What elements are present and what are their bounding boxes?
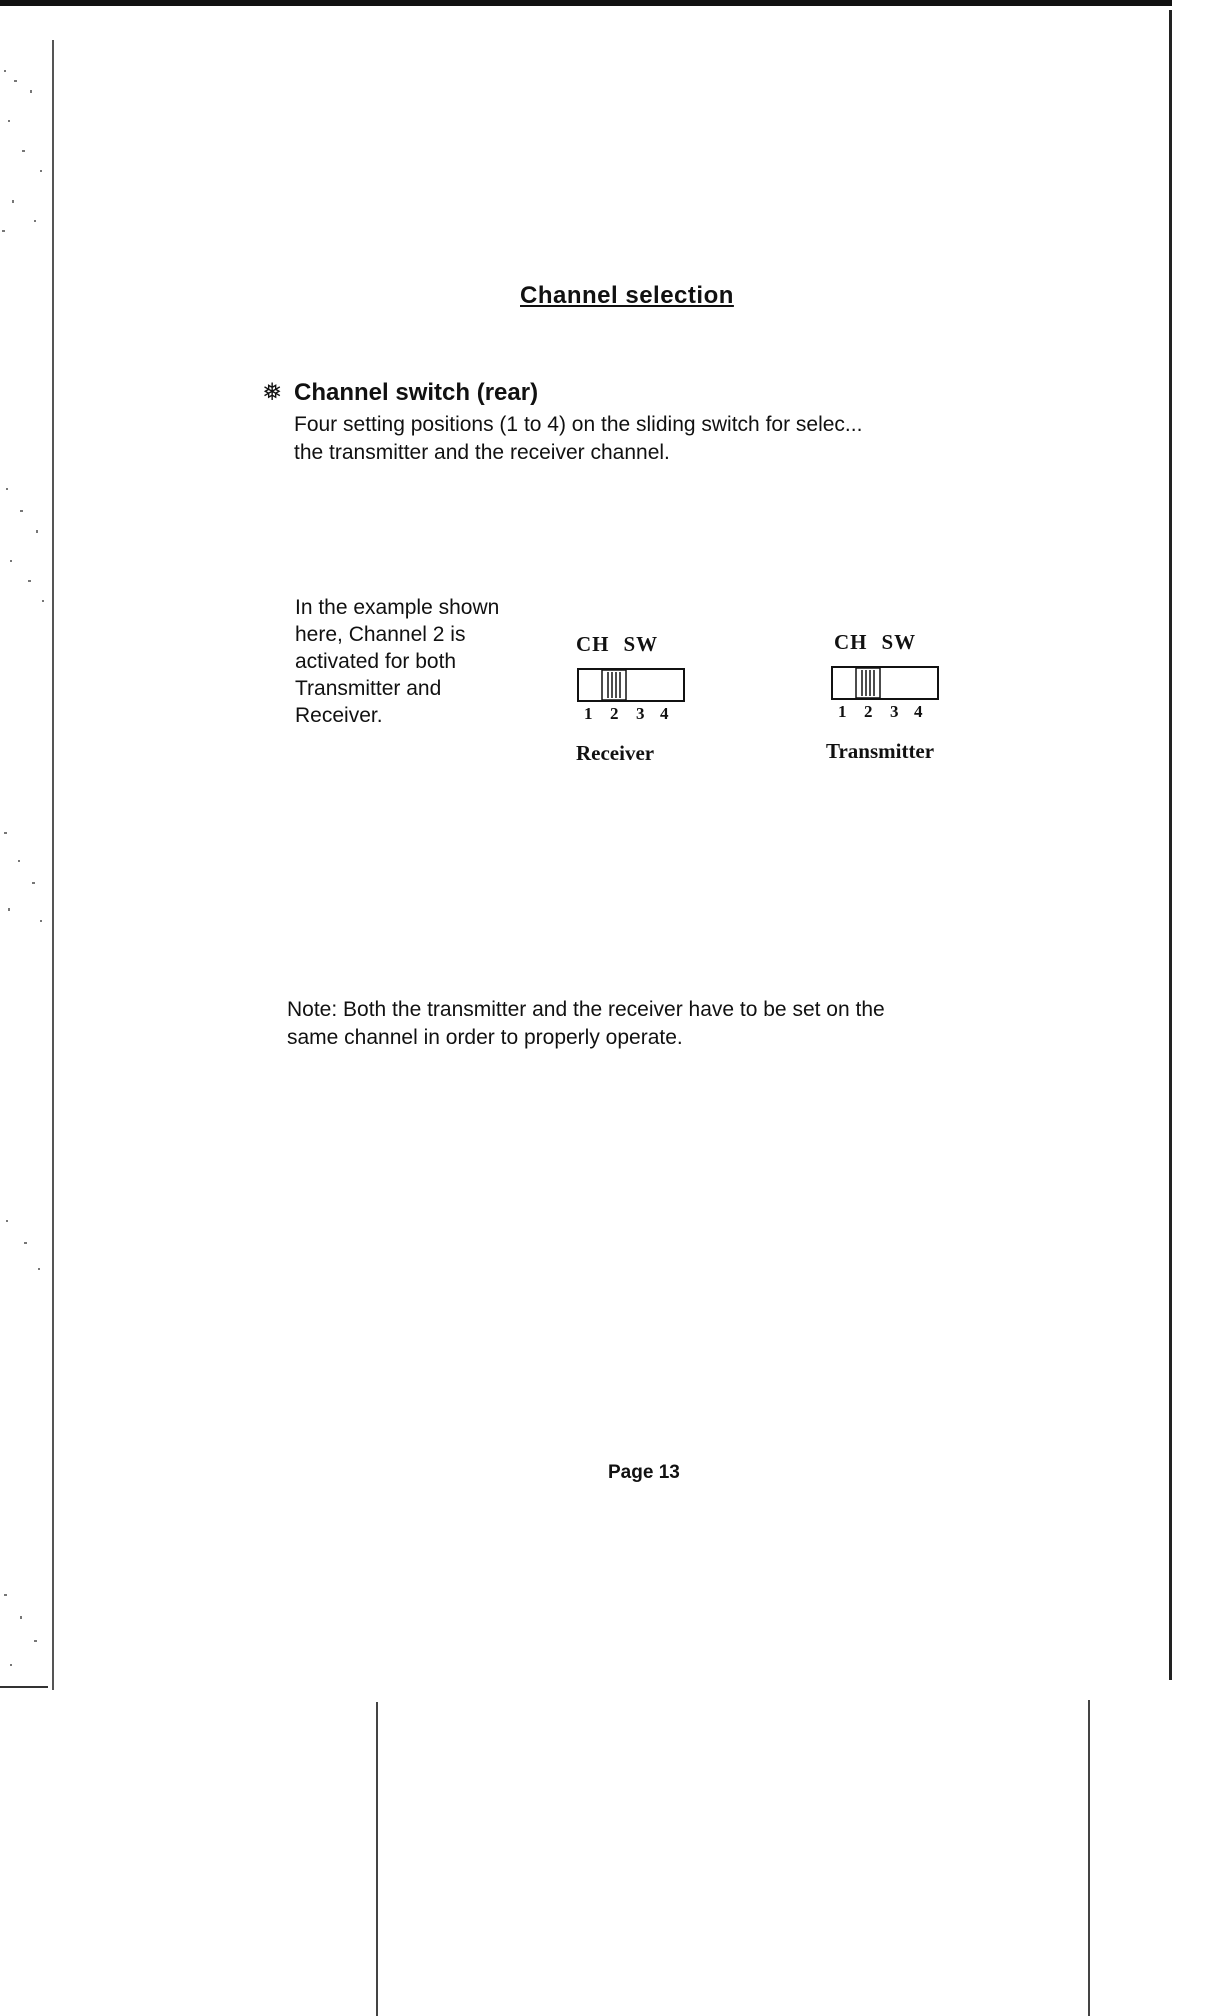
example-text	[295, 594, 555, 729]
scan-right-border	[1169, 10, 1172, 1680]
scan-speckle	[0, 1210, 48, 1290]
switch-labels	[830, 630, 1000, 655]
note-line: same channel in order to properly operate.	[287, 1026, 683, 1049]
switch-caption: Receiver	[576, 741, 655, 765]
section-heading-row	[258, 378, 1054, 407]
section-heading: Channel switch (rear)	[294, 378, 539, 406]
ch-label: CH	[576, 632, 610, 656]
example-line: here, Channel 2 is	[295, 623, 466, 646]
note-text	[287, 996, 1067, 1052]
switch-slider	[856, 668, 880, 698]
scan-top-border	[0, 0, 1172, 6]
section-line: the transmitter and the receiver channel.	[294, 441, 670, 464]
position-label: 3	[636, 704, 645, 723]
transmitter-switch-diagram	[826, 630, 1000, 764]
sw-label: SW	[881, 630, 917, 654]
page-title: Channel selection	[520, 282, 734, 309]
scan-speckle	[0, 820, 48, 930]
scan-left-border	[52, 40, 54, 1690]
position-label: 1	[838, 702, 847, 721]
position-label: 1	[584, 704, 593, 723]
position-label: 2	[864, 702, 873, 721]
section-line: Four setting positions (1 to 4) on the sliding switch for selec...	[294, 413, 863, 436]
channel-switch-section	[258, 378, 1054, 467]
position-label: 4	[660, 704, 669, 723]
scan-speckle	[0, 60, 48, 240]
snowflake-bullet-icon: ❅	[261, 379, 283, 406]
switch-labels	[576, 632, 726, 657]
switch-housing	[578, 669, 684, 701]
scan-speckle	[0, 1580, 48, 1680]
scan-lower-left-line	[376, 1702, 378, 2016]
example-line: In the example shown	[295, 596, 500, 619]
example-line: Receiver.	[295, 704, 383, 727]
section-description	[294, 411, 1054, 467]
switch-slider	[602, 670, 626, 700]
sw-label: SW	[623, 632, 659, 656]
page-number: Page 13	[608, 1462, 680, 1483]
switch-housing	[832, 667, 938, 699]
example-line: Transmitter and	[295, 677, 442, 700]
scan-lower-right-line	[1088, 1700, 1090, 2016]
position-label: 2	[610, 704, 619, 723]
scan-left-bottom-line	[0, 1686, 48, 1688]
switch-caption: Transmitter	[826, 739, 935, 763]
position-label: 4	[914, 702, 923, 721]
position-label: 3	[890, 702, 899, 721]
receiver-switch-diagram	[576, 632, 726, 766]
ch-label: CH	[834, 630, 868, 654]
note-line: Note: Both the transmitter and the receiver have to be set on the	[287, 998, 885, 1021]
scan-speckle	[0, 480, 48, 620]
example-line: activated for both	[295, 650, 457, 673]
slide-switch	[576, 667, 696, 723]
slide-switch	[830, 665, 950, 721]
